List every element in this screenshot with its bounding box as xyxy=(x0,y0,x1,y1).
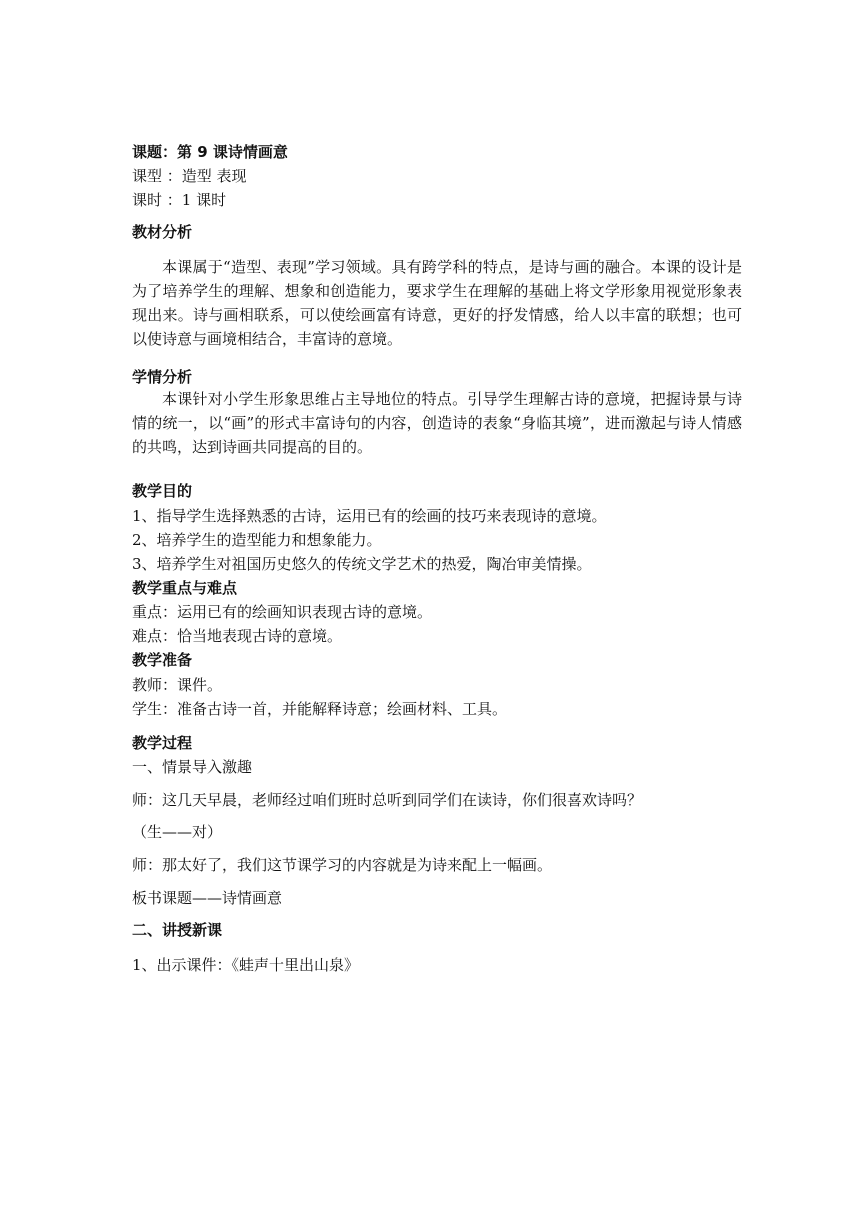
dialogue-line: 师：这几天早晨，老师经过咱们班时总听到同学们在读诗，你们很喜欢诗吗？ xyxy=(132,791,643,809)
process-heading: 教学过程 xyxy=(132,734,193,752)
student-analysis-body: 本课针对小学生形象思维占主导地位的特点。引导学生理解古诗的意境，把握诗景与诗情的统一，以“画”的形式丰富诗句的内容，创造诗的表象“身临其境”，进而激起与诗人情感的共鸣，达到诗画共同提高的目的。 xyxy=(132,390,742,456)
process-part-one: 一、情景导入激趣 xyxy=(132,758,253,776)
dialogue-line: 师：那太好了，我们这节课学习的内容就是为诗来配上一幅画。 xyxy=(132,856,553,874)
difficult-point: 难点：恰当地表现古诗的意境。 xyxy=(132,627,343,645)
key-points-heading: 教学重点与难点 xyxy=(132,579,238,597)
courseware-line: 1、出示课件：《蛙声十里出山泉》 xyxy=(132,956,360,974)
process-part-two: 二、讲授新课 xyxy=(132,921,223,939)
textbook-analysis-heading: 教材分析 xyxy=(132,223,193,241)
key-point: 重点：运用已有的绘画知识表现古诗的意境。 xyxy=(132,603,433,621)
preparation-heading: 教学准备 xyxy=(132,651,193,669)
student-preparation: 学生：准备古诗一首，并能解释诗意；绘画材料、工具。 xyxy=(132,700,508,718)
objective-item: 2、培养学生的造型能力和想象能力。 xyxy=(132,531,382,549)
objectives-heading: 教学目的 xyxy=(132,482,193,500)
lesson-hours: 课时 ：1 课时 xyxy=(132,191,227,209)
board-title-line: 板书课题——诗情画意 xyxy=(132,889,283,907)
lesson-title: 课题：第 9 课诗情画意 xyxy=(132,143,288,161)
teacher-preparation: 教师：课件。 xyxy=(132,676,223,694)
student-analysis-heading: 学情分析 xyxy=(132,368,193,386)
objective-item: 3、培养学生对祖国历史悠久的传统文学艺术的热爱，陶冶审美情操。 xyxy=(132,555,592,573)
textbook-analysis-body: 本课属于“造型、表现”学习领域。具有跨学科的特点，是诗与画的融合。本课的设计是为了培养学生的理解、想象和创造能力，要求学生在理解的基础上将文学形象用视觉形象表现出来。诗与画相联系，可以使绘画富有诗意，更好的抒发情感，给人以丰富的联想；也可以使诗意与画境相结合，丰富诗的意境。 xyxy=(132,258,742,348)
dialogue-line: （生——对） xyxy=(132,823,223,841)
lesson-type: 课型 ：造型 表现 xyxy=(132,167,247,185)
objective-item: 1、指导学生选择熟悉的古诗，运用已有的绘画的技巧来表现诗的意境。 xyxy=(132,507,607,525)
